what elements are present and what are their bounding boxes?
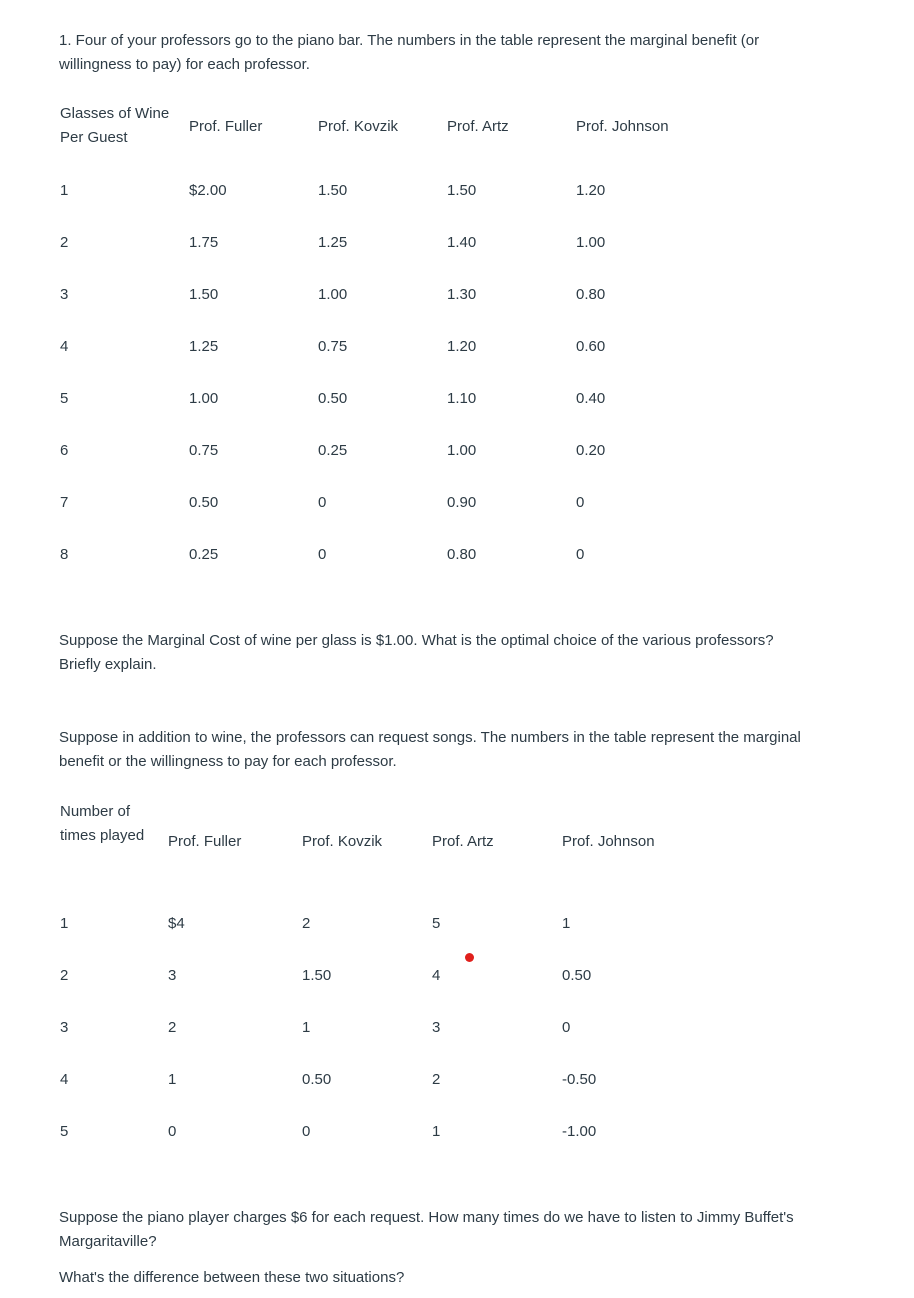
song-row-number: 1	[60, 915, 69, 932]
red-dot-marker	[465, 953, 474, 962]
wine-cell: 0.75	[318, 338, 348, 355]
wine-row-header-line-1: Glasses of Wine	[60, 105, 170, 122]
wine-row-number: 7	[60, 494, 69, 511]
wine-cell: 0	[318, 546, 327, 563]
wine-cell: 1.10	[447, 390, 477, 407]
wine-cell: 1.40	[447, 234, 477, 251]
song-cell: 4	[432, 967, 441, 984]
song-cell: 0.50	[302, 1071, 332, 1088]
song-cell: 3	[432, 1019, 441, 1036]
song-cell: 2	[432, 1071, 441, 1088]
wine-column-header: Prof. Kovzik	[318, 118, 399, 135]
song-row-number: 4	[60, 1071, 69, 1088]
wine-cell: 1.00	[447, 442, 477, 459]
wine-cell: 1.00	[576, 234, 606, 251]
wine-row-header-line-2: Per Guest	[60, 129, 128, 146]
wine-cell: 1.20	[576, 182, 606, 199]
piano-question-line-1: Suppose the piano player charges $6 for each request. How many times do we have to listen to Jimmy Buffet's	[59, 1209, 794, 1226]
song-row-number: 5	[60, 1123, 69, 1140]
song-column-header: Prof. Johnson	[562, 833, 655, 850]
wine-cell: 1.25	[189, 338, 219, 355]
wine-row-number: 4	[60, 338, 69, 355]
song-cell: 3	[168, 967, 177, 984]
wine-column-header: Prof. Artz	[447, 118, 509, 135]
wine-cell: 0	[318, 494, 327, 511]
song-cell: 5	[432, 915, 441, 932]
wine-column-header: Prof. Johnson	[576, 118, 669, 135]
question-line-2: willingness to pay) for each professor.	[59, 56, 310, 73]
song-cell: 1.50	[302, 967, 332, 984]
song-cell: -1.00	[562, 1123, 597, 1140]
songs-intro-line-1: Suppose in addition to wine, the professors can request songs. The numbers in the table represent the marginal	[59, 729, 801, 746]
wine-cell: 1.75	[189, 234, 219, 251]
difference-question: What's the difference between these two situations?	[59, 1269, 405, 1286]
song-row-number: 3	[60, 1019, 69, 1036]
wine-cell: 1.00	[189, 390, 219, 407]
wine-cell: 0	[576, 494, 585, 511]
question-line-1: 1. Four of your professors go to the piano bar. The numbers in the table represent the marginal benefit (or	[59, 32, 760, 49]
song-cell: 0.50	[562, 967, 592, 984]
wine-cell: 1.50	[447, 182, 477, 199]
wine-cell: 0.25	[318, 442, 348, 459]
wine-row-number: 6	[60, 442, 69, 459]
songs-intro-line-2: benefit or the willingness to pay for each professor.	[59, 753, 397, 770]
song-column-header: Prof. Kovzik	[302, 833, 383, 850]
wine-cell: 1.50	[189, 286, 219, 303]
song-cell: 1	[168, 1071, 177, 1088]
song-cell: 1	[432, 1123, 441, 1140]
song-cell: 0	[562, 1019, 571, 1036]
song-cell: 0	[302, 1123, 311, 1140]
wine-cell: 0.50	[318, 390, 348, 407]
wine-cell: 0.80	[576, 286, 606, 303]
wine-row-number: 3	[60, 286, 69, 303]
wine-question-line-1: Suppose the Marginal Cost of wine per glass is $1.00. What is the optimal choice of the various professors?	[59, 632, 774, 649]
wine-row-number: 2	[60, 234, 69, 251]
song-column-header: Prof. Artz	[432, 833, 494, 850]
wine-cell: 1.25	[318, 234, 348, 251]
piano-question-line-2: Margaritaville?	[59, 1233, 157, 1250]
wine-cell: 1.30	[447, 286, 477, 303]
wine-row-number: 5	[60, 390, 69, 407]
song-cell: $4	[168, 915, 185, 932]
wine-question-line-2: Briefly explain.	[59, 656, 157, 673]
song-cell: 2	[302, 915, 311, 932]
wine-cell: 0	[576, 546, 585, 563]
wine-cell: 0.60	[576, 338, 606, 355]
wine-cell: 0.20	[576, 442, 606, 459]
wine-cell: 1.20	[447, 338, 477, 355]
wine-cell: $2.00	[189, 182, 227, 199]
song-row-header-line-2: times played	[60, 827, 145, 844]
wine-cell: 0.75	[189, 442, 219, 459]
song-cell: -0.50	[562, 1071, 597, 1088]
song-row-header-line-1: Number of	[60, 803, 131, 820]
wine-row-number: 1	[60, 182, 69, 199]
song-cell: 0	[168, 1123, 177, 1140]
wine-cell: 0.90	[447, 494, 477, 511]
wine-cell: 0.50	[189, 494, 219, 511]
song-cell: 1	[562, 915, 571, 932]
wine-cell: 0.40	[576, 390, 606, 407]
wine-cell: 1.50	[318, 182, 348, 199]
song-cell: 2	[168, 1019, 177, 1036]
wine-cell: 0.80	[447, 546, 477, 563]
wine-cell: 0.25	[189, 546, 219, 563]
wine-row-number: 8	[60, 546, 69, 563]
wine-column-header: Prof. Fuller	[189, 118, 263, 135]
song-column-header: Prof. Fuller	[168, 833, 242, 850]
song-row-number: 2	[60, 967, 69, 984]
song-cell: 1	[302, 1019, 311, 1036]
wine-cell: 1.00	[318, 286, 348, 303]
